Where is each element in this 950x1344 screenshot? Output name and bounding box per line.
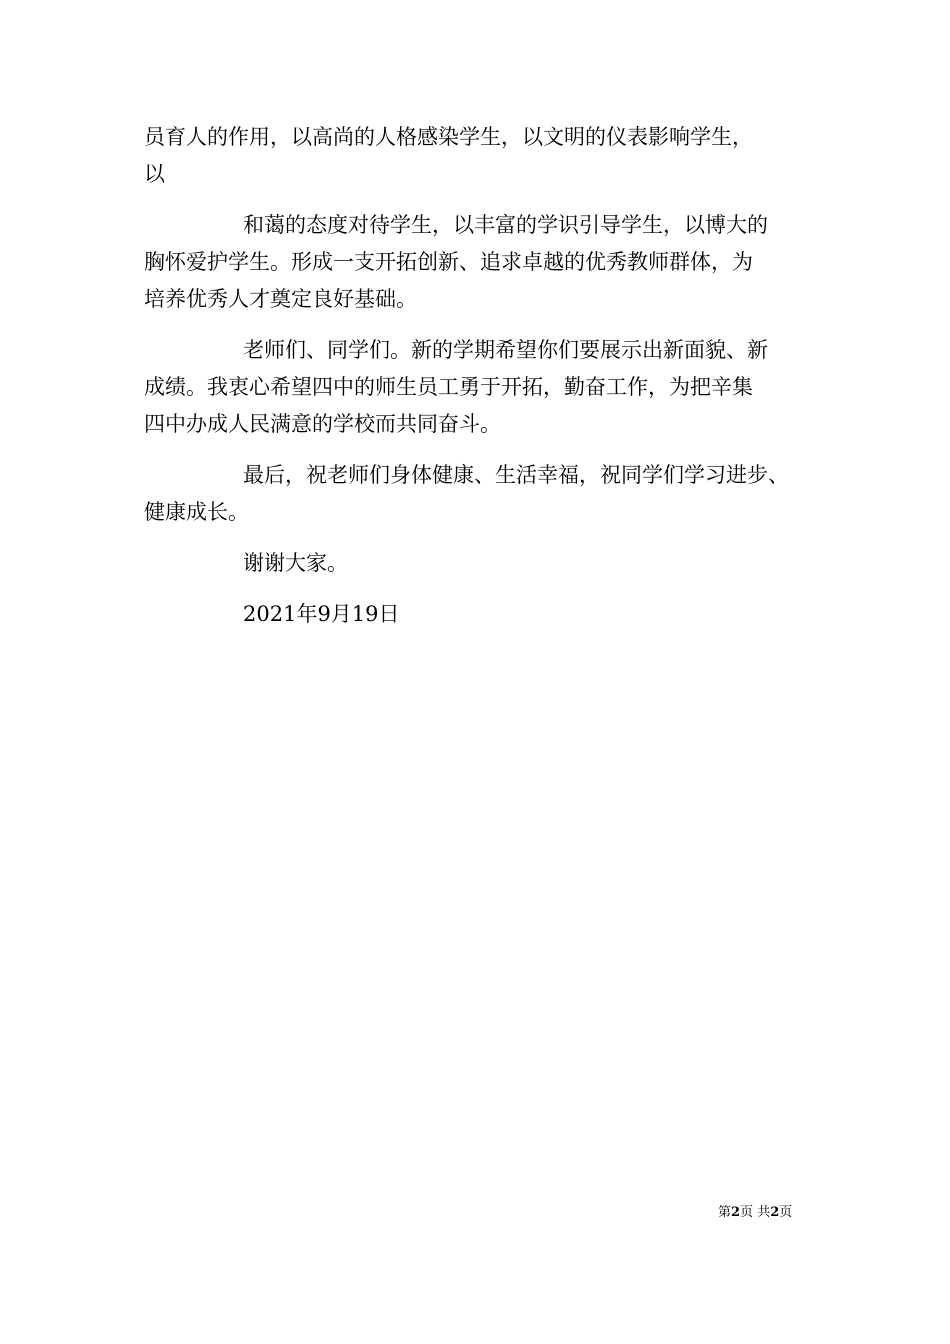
text-line: 胸怀爱护学生。形成一支开拓创新、追求卓越的优秀教师群体，为 xyxy=(144,250,753,274)
footer-prefix: 第 xyxy=(718,1205,732,1220)
thanks-line: 谢谢大家。 xyxy=(243,551,348,575)
text-line: 四中办成人民满意的学校而共同奋斗。 xyxy=(144,412,501,436)
page-footer xyxy=(718,1204,792,1222)
paragraph-start: 老师们、同学们。新的学期希望你们要展示出新面貌、新 xyxy=(243,338,768,362)
current-page-number: 2 xyxy=(731,1205,741,1220)
footer-middle: 页 共 xyxy=(740,1205,771,1220)
paragraph-start: 和蔼的态度对待学生，以丰富的学识引导学生，以博大的 xyxy=(243,213,768,237)
text-line: 培养优秀人才奠定良好基础。 xyxy=(144,287,417,311)
text-line: 员育人的作用，以高尚的人格感染学生，以文明的仪表影响学生， xyxy=(144,125,753,149)
text-line: 成绩。我衷心希望四中的师生员工勇于开拓，勤奋工作，为把辛集 xyxy=(144,375,753,399)
text-line: 以 xyxy=(144,162,165,186)
footer-suffix: 页 xyxy=(779,1205,793,1220)
document-body xyxy=(144,119,824,633)
paragraph-start: 最后，祝老师们身体健康、生活幸福，祝同学们学习进步、 xyxy=(243,463,789,487)
text-line: 健康成长。 xyxy=(144,500,249,524)
total-page-count: 2 xyxy=(770,1205,780,1220)
date-line: 2021年9月19日 xyxy=(243,602,400,626)
